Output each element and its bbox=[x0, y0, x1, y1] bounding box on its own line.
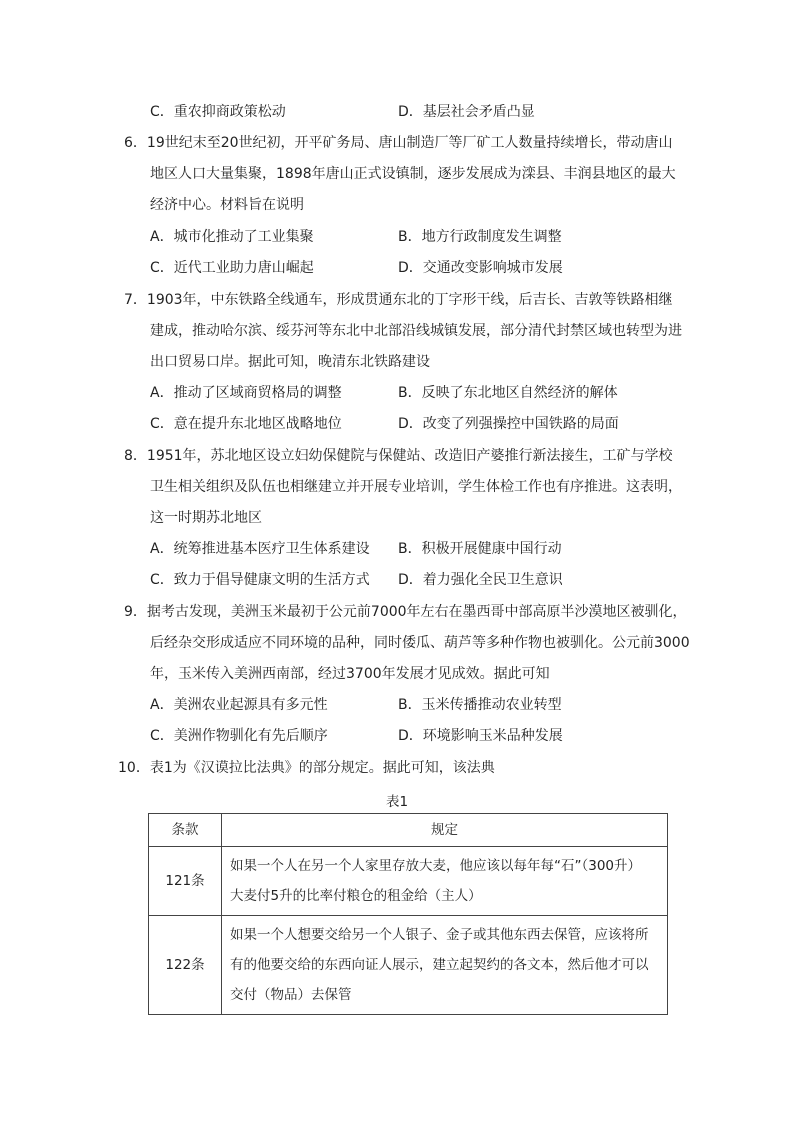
q6-stem-line2: 地区人口大量集聚，1898年唐山正式设镇制，逐步发展成为滦县、丰润县地区的最大 bbox=[150, 166, 676, 182]
header-rule: 规定 bbox=[222, 814, 668, 847]
row-rule-line: 如果一个人想要交给另一个人银子、金子或其他东西去保管，应该将所 bbox=[230, 927, 649, 943]
row-clause: 121条 bbox=[149, 847, 222, 916]
row-rule bbox=[222, 916, 668, 1015]
q8-stem-line3: 这一时期苏北地区 bbox=[150, 510, 262, 526]
q5-option-c: C．重农抑商政策松动 bbox=[150, 104, 286, 120]
q7-stem-line3: 出口贸易口岸。据此可知，晚清东北铁路建设 bbox=[150, 354, 430, 370]
q6-option-d: D．交通改变影响城市发展 bbox=[398, 260, 563, 276]
header-clause: 条款 bbox=[149, 814, 222, 847]
row-clause: 122条 bbox=[149, 916, 222, 1015]
row-rule-line: 有的他要交给的东西向证人展示，建立起契约的各文本，然后他才可以 bbox=[230, 957, 649, 973]
q9-stem-line3: 年，玉米传入美洲西南部，经过3700年发展才见成效。据此可知 bbox=[150, 666, 550, 682]
q9-stem-line1: 9．据考古发现，美洲玉米最初于公元前7000年左右在墨西哥中部高原半沙漠地区被驯化， bbox=[124, 604, 687, 620]
q5-option-d: D．基层社会矛盾凸显 bbox=[398, 104, 535, 120]
q9-option-c: C．美洲作物驯化有先后顺序 bbox=[150, 728, 328, 744]
table-caption: 表1 bbox=[385, 794, 409, 810]
q7-stem-line2: 建成，推动哈尔滨、绥芬河等东北中北部沿线城镇发展，部分清代封禁区域也转型为进 bbox=[150, 323, 682, 339]
q7-option-b: B．反映了东北地区自然经济的解体 bbox=[398, 385, 618, 401]
row-rule bbox=[222, 847, 668, 916]
law-table bbox=[148, 813, 668, 1015]
q7-option-a: A．推动了区域商贸格局的调整 bbox=[150, 385, 342, 401]
q8-stem-line1: 8．1951年，苏北地区设立妇幼保健院与保健站、改造旧产婆推行新法接生，工矿与学校 bbox=[124, 448, 673, 464]
q9-option-b: B．玉米传播推动农业转型 bbox=[398, 697, 562, 713]
q8-option-b: B．积极开展健康中国行动 bbox=[398, 541, 562, 557]
table-row bbox=[149, 847, 668, 916]
q8-stem-line2: 卫生相关组织及队伍也相继建立并开展专业培训，学生体检工作也有序推进。这表明， bbox=[150, 479, 682, 495]
q8-option-a: A．统筹推进基本医疗卫生体系建设 bbox=[150, 541, 370, 557]
q6-option-a: A．城市化推动了工业集聚 bbox=[150, 229, 314, 245]
q8-option-d: D．着力强化全民卫生意识 bbox=[398, 572, 563, 588]
row-rule-line: 交付（物品）去保管 bbox=[230, 987, 352, 1003]
q6-option-b: B．地方行政制度发生调整 bbox=[398, 229, 562, 245]
q7-option-c: C．意在提升东北地区战略地位 bbox=[150, 416, 342, 432]
q7-stem-line1: 7．1903年，中东铁路全线通车，形成贯通东北的丁字形干线，后吉长、吉敦等铁路相继 bbox=[124, 292, 673, 308]
q9-option-a: A．美洲农业起源具有多元性 bbox=[150, 697, 328, 713]
q7-option-d: D．改变了列强操控中国铁路的局面 bbox=[398, 416, 619, 432]
table-header-row bbox=[149, 814, 668, 847]
q9-option-d: D．环境影响玉米品种发展 bbox=[398, 728, 563, 744]
row-rule-line: 大麦付5升的比率付粮仓的租金给（主人） bbox=[230, 888, 482, 904]
q10-stem-line1: 10．表1为《汉谟拉比法典》的部分规定。据此可知，该法典 bbox=[118, 760, 495, 776]
q9-stem-line2: 后经杂交形成适应不同环境的品种，同时倭瓜、葫芦等多种作物也被驯化。公元前3000 bbox=[150, 635, 690, 651]
q6-stem-line1: 6．19世纪末至20世纪初，开平矿务局、唐山制造厂等厂矿工人数量持续增长，带动唐山 bbox=[124, 135, 673, 151]
row-rule-line: 如果一个人在另一个人家里存放大麦，他应该以每年每“石”（300升） bbox=[230, 858, 642, 874]
q8-option-c: C．致力于倡导健康文明的生活方式 bbox=[150, 572, 370, 588]
q6-option-c: C．近代工业助力唐山崛起 bbox=[150, 260, 314, 276]
table-row bbox=[149, 916, 668, 1015]
q6-stem-line3: 经济中心。材料旨在说明 bbox=[150, 197, 304, 213]
